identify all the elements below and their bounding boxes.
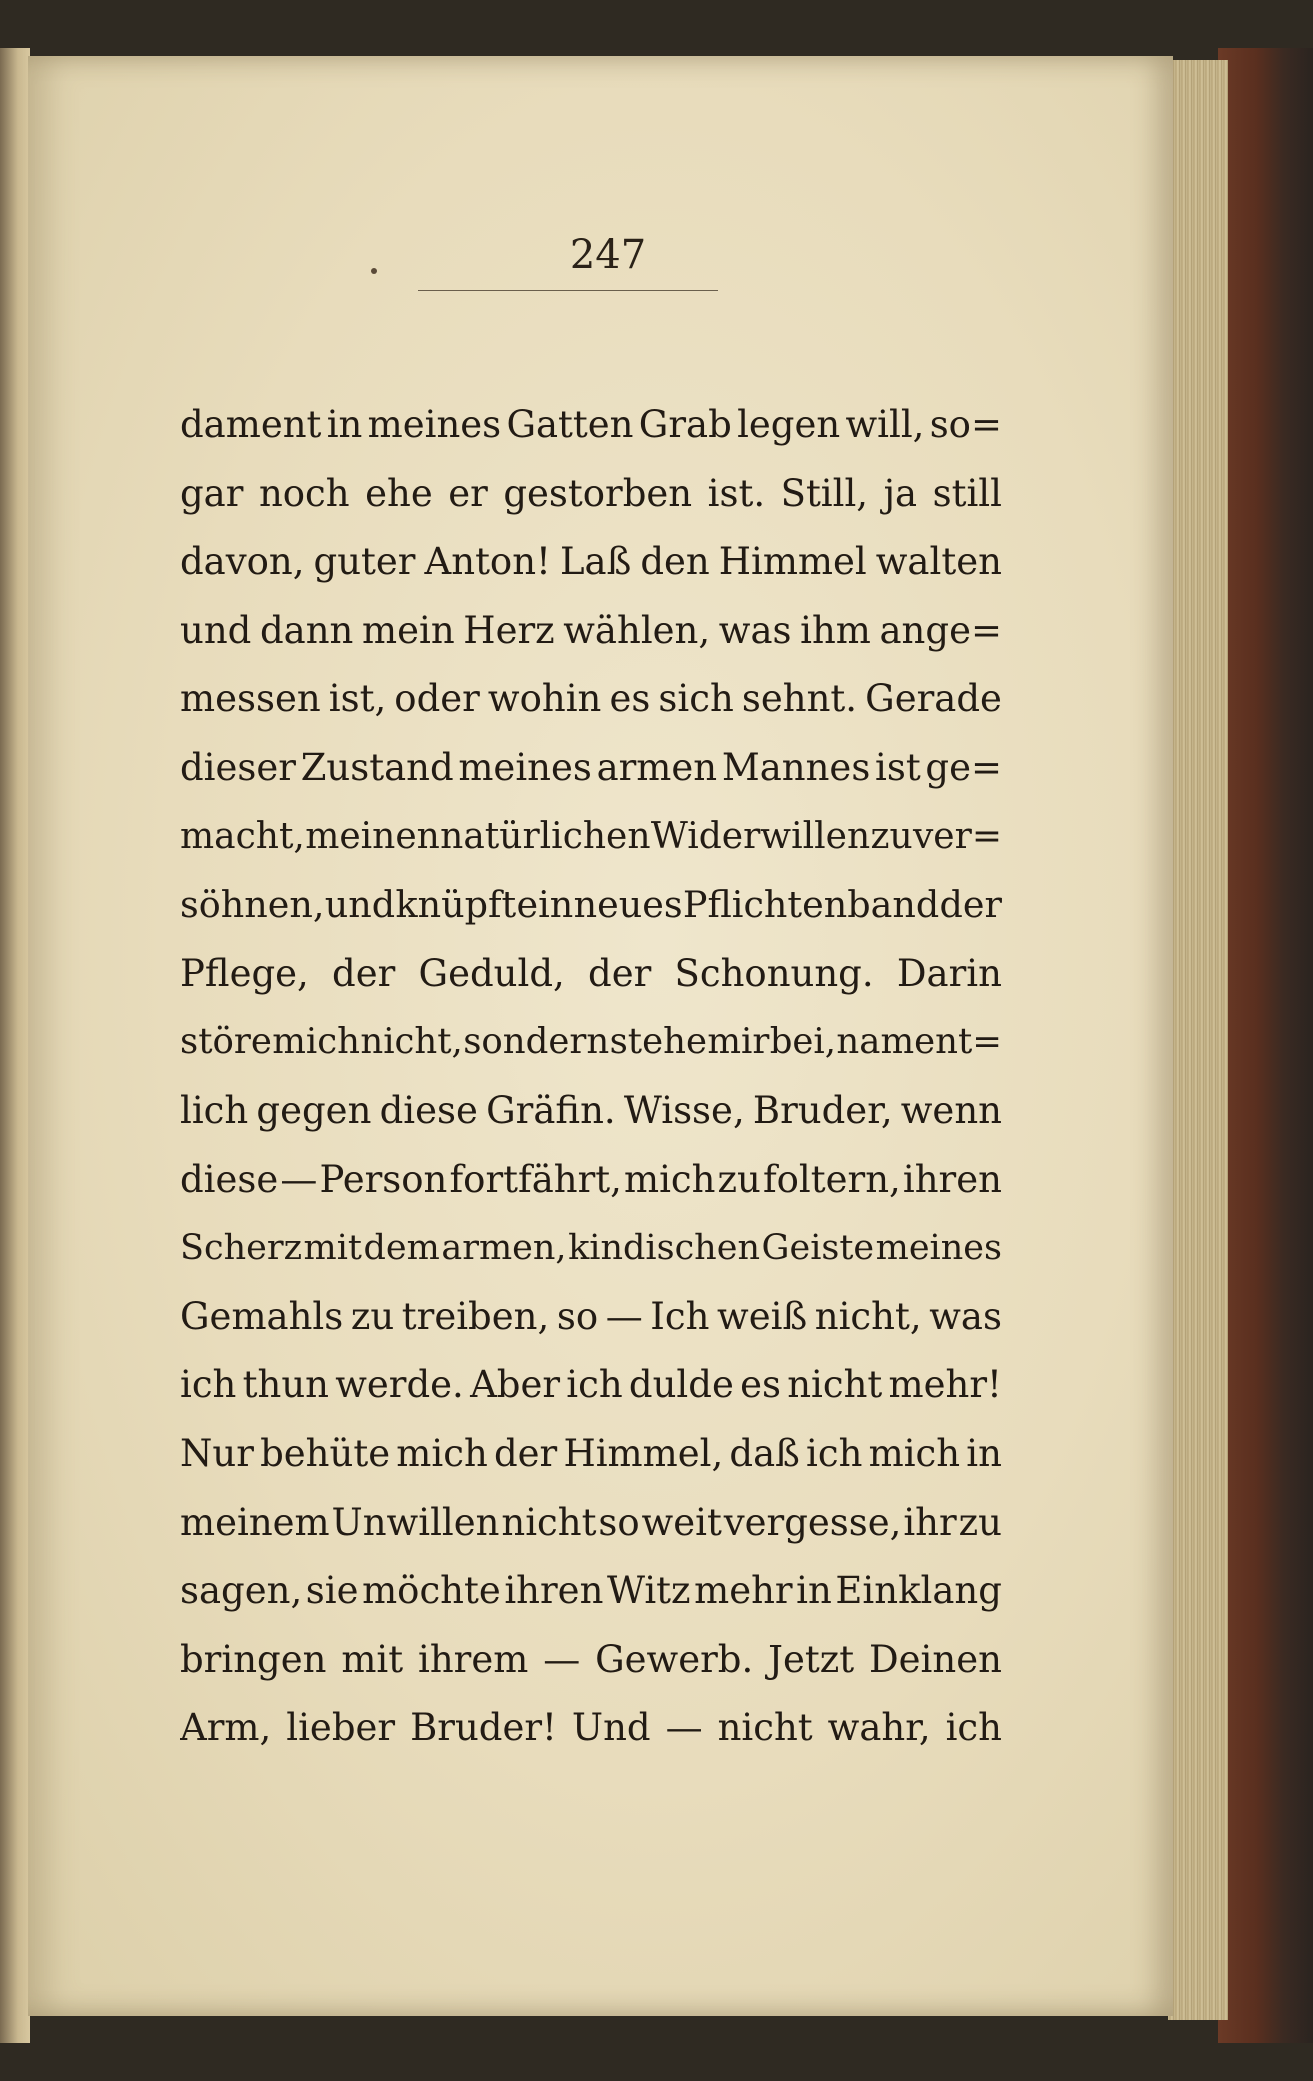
page-number: 247 — [569, 232, 647, 278]
text-line: sagen, sie möchte ihren Witz mehr in Einklang — [180, 1569, 1002, 1613]
text-line: störe mich nicht, sondern stehe mir bei, nament= — [180, 1021, 1002, 1063]
text-line: Pflege, der Geduld, der Schonung. Darin — [180, 951, 1002, 995]
text-line: lich gegen diese Gräfin. Wisse, Bruder, wenn — [180, 1088, 1002, 1132]
text-line: dieser Zustand meines armen Mannes ist ge= — [180, 745, 1002, 789]
text-line: gar noch ehe er gestorben ist. Still, ja still — [180, 471, 1002, 515]
text-line: bringen mit ihrem — Gewerb. Jetzt Deinen — [180, 1637, 1002, 1681]
header-rule — [418, 290, 718, 291]
ink-speck — [371, 268, 377, 274]
text-line: Nur behüte mich der Himmel, daß ich mich in — [180, 1431, 1002, 1475]
book-cover-edge — [1218, 48, 1313, 2043]
left-page-edge — [0, 48, 30, 2043]
text-line: und dann mein Herz wählen, was ihm ange= — [180, 608, 1002, 652]
page-stack-edges — [1168, 60, 1228, 2020]
text-line: söhnen, und knüpft ein neues Pflichtenband der — [180, 883, 1002, 927]
text-line: diese — Person fortfährt, mich zu foltern, ihren — [180, 1157, 1002, 1201]
text-line: Scherz mit dem armen, kindischen Geiste meines — [180, 1228, 1002, 1269]
text-line: davon, guter Anton! Laß den Himmel walten — [180, 540, 1002, 584]
body-text — [180, 391, 1002, 1763]
text-line: messen ist, oder wohin es sich sehnt. Gerade — [180, 677, 1002, 721]
text-line: macht, meinen natürlichen Widerwillen zu ver= — [180, 815, 1002, 857]
text-line: dament in meines Gatten Grab legen will, so= — [180, 403, 1002, 446]
text-line: Arm, lieber Bruder! Und — nicht wahr, ich — [180, 1706, 1002, 1750]
text-line: meinem Unwillen nicht so weit vergesse, ihr zu — [180, 1500, 1002, 1544]
text-line: Gemahls zu treiben, so — Ich weiß nicht, was — [180, 1294, 1002, 1338]
book-page — [28, 56, 1173, 2016]
text-line: ich thun werde. Aber ich dulde es nicht mehr! — [180, 1363, 1002, 1407]
